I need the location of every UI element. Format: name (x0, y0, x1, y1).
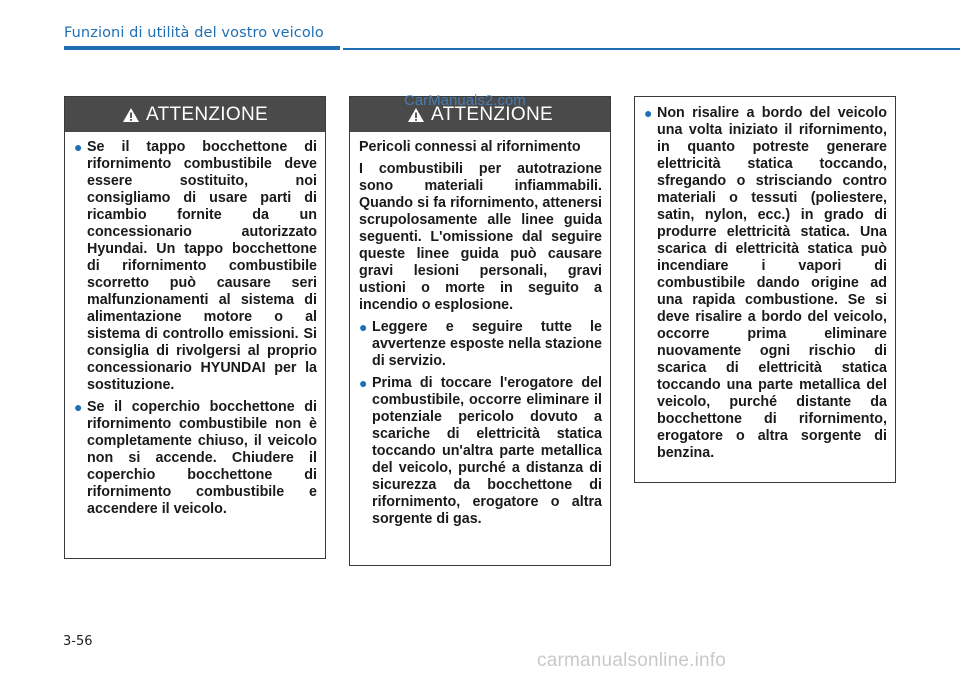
list-item: ● Se il tappo bocchettone di rifornimento combustibile deve essere sostituito, noi consigliamo di usare parti di ricambio fornite da un concessionario autorizzato Hyundai. Un tappo bocchettone di rifornimento combustibile scorretto può causare seri malfunzionamenti al sistema di alimentazione motore o al sistema di controllo emissioni. Si consiglia di rivolgersi al proprio concessionario HYUNDAI per la sostituzione. (74, 139, 317, 393)
warning-box-1-title: ATTENZIONE (146, 103, 268, 125)
bullet-dot-icon: ● (644, 105, 653, 121)
bullet-dot-icon: ● (359, 375, 368, 391)
warning-box-3 (634, 96, 896, 483)
bullet-dot-icon: ● (74, 139, 83, 155)
page-number: 3-56 (63, 634, 93, 649)
list-item: ● Prima di toccare l'erogatore del combustibile, occorre eliminare il potenziale pericolo dovuto a scariche di elettricità statica toccando un'altra parte metallica del veicolo, purché a distanza di sicurezza da bocchettone di rifornimento, erogatore o altra sorgente di gas. (359, 375, 602, 527)
bullet-dot-icon: ● (359, 319, 368, 335)
header-rule-thick (64, 46, 340, 50)
header-rule-thin (343, 48, 960, 50)
warning-box-1-header (65, 97, 325, 132)
warning-box-2-title: ATTENZIONE (431, 103, 553, 125)
warning-intro: I combustibili per autotrazione sono materiali infiammabili. Quando si fa rifornimento, attenersi scrupolosamente alle linee guida seguenti. L'omissione dal seguire queste linee guida può causare gravi lesioni personali, gravi ustioni o morte in seguito a incendio o esplosione. (359, 161, 602, 313)
warning-subheading: Pericoli connessi al rifornimento (359, 139, 581, 155)
list-item: ● Leggere e seguire tutte le avvertenze esposte nella stazione di servizio. (359, 319, 602, 369)
list-item: ● Se il coperchio bocchettone di rifornimento combustibile non è completamente chiuso, il veicolo non si accende. Chiudere il coperchio bocchettone di rifornimento combustibile e accendere il veicolo. (74, 399, 317, 517)
footer-watermark: carmanualsonline.info (537, 650, 727, 671)
warning-box-2 (349, 96, 611, 566)
warning-triangle-icon (122, 107, 140, 123)
bullet-dot-icon: ● (74, 399, 83, 415)
section-title: Funzioni di utilità del vostro veicolo (64, 25, 324, 41)
list-item: ● Non risalire a bordo del veicolo una volta iniziato il rifornimento, in quanto potreste generare elettricità statica toccando, sfregando o strisciando contro materiali o tessuti (poliestere, satin, nylon, ecc.) in grado di produrre elettricità statica. Una scarica di elettricità statica può incendiare i vapori di combustibile dando origine ad una rapida combustione. Se si deve risalire a bordo del veicolo, occorre prima eliminare nuovamente ogni rischio di scarica di elettricità statica toccando una parte metallica del veicolo, purché distante da bocchettone di rifornimento, erogatore o altra sorgente di benzina. (644, 105, 887, 461)
warning-box-1 (64, 96, 326, 559)
watermark-text: CarManuals2.com (404, 92, 526, 109)
